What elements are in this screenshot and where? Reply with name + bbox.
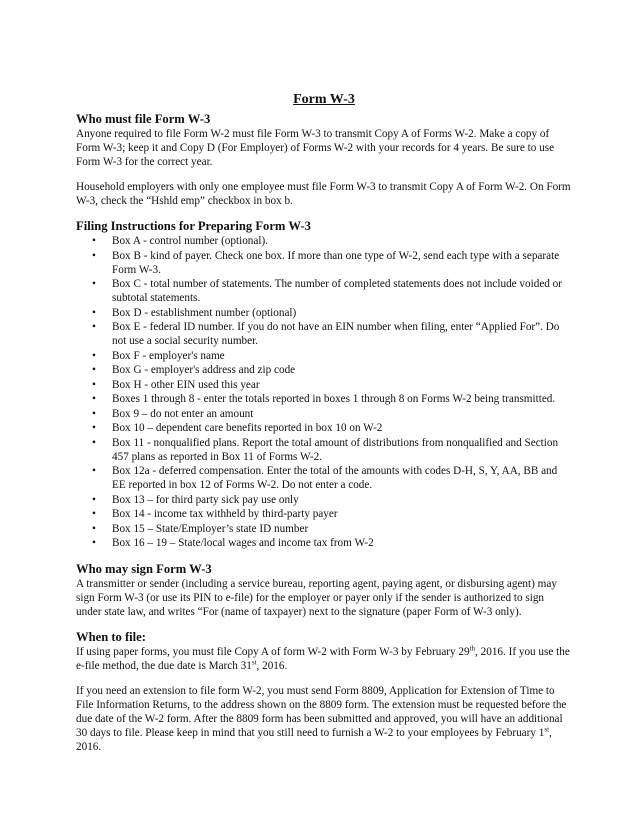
instruction-item [76, 277, 572, 305]
bullet-icon: • [92, 235, 96, 247]
instruction-item [76, 249, 572, 277]
instruction-text: Box 12a - deferred compensation. Enter the total of the amounts with codes D-H, S, Y, AA, BB and EE reported in box 12 of Forms W-2. Do not enter a code. [112, 465, 558, 491]
bullet-icon: • [92, 349, 96, 362]
instruction-item [76, 378, 572, 392]
instruction-item [76, 436, 572, 464]
bullet-icon: • [92, 378, 96, 391]
instruction-text: Box 9 – do not enter an amount [112, 407, 254, 420]
page-title: Form W-3 [293, 92, 355, 107]
bullet-icon: • [92, 364, 96, 376]
instruction-item [76, 421, 572, 435]
instruction-text: Box 15 – State/Employer’s state ID number [112, 522, 309, 535]
when-to-file-paragraph-1: If using paper forms, you must file Copy A of form W-2 with Form W-3 by February 29th, 2016. If you use the e-file method, the due date is March 31st, 2016. [76, 643, 570, 672]
instruction-text: Box 14 - income tax withheld by third-party payer [112, 508, 338, 520]
instruction-text: Box G - employer's address and zip code [112, 364, 296, 376]
when-to-file-heading: When to file: [76, 629, 146, 644]
who-must-file-paragraph-2: Household employers with only one employee must file Form W-3 to transmit Copy A of Form W-2. On Form W-3, check the “Hshld emp” checkbox in box b. [76, 181, 571, 207]
instruction-item [76, 234, 572, 248]
bullet-icon: • [92, 465, 96, 477]
bullet-icon: • [92, 407, 96, 420]
instruction-text: Boxes 1 through 8 - enter the totals reported in boxes 1 through 8 on Forms W-2 being transmitted. [112, 393, 556, 405]
bullet-icon: • [92, 493, 96, 506]
who-may-sign-heading: Who may sign Form W-3 [76, 561, 212, 576]
instruction-item [76, 392, 572, 406]
instruction-text: Box 13 – for third party sick pay use only [112, 493, 299, 506]
instruction-text: Box 16 – 19 – State/local wages and income tax from W-2 [112, 537, 374, 549]
bullet-icon: • [92, 436, 96, 449]
bullet-icon: • [92, 249, 96, 262]
bullet-icon: • [92, 278, 96, 290]
document-page [76, 92, 572, 754]
who-may-sign-paragraph: A transmitter or sender (including a service bureau, reporting agent, paying agent, or disbursing agent) may sign Form W-3 (or use its PIN to e-file) for the employer or payer only if the sender is authorized to sign under state law, and writes “For (name of taxpayer) next to the signature (paper Form of W-3 only). [76, 577, 557, 618]
bullet-icon: • [92, 508, 96, 520]
instruction-text: Box D - establishment number (optional) [112, 306, 297, 319]
instruction-text: Box 11 - nonqualified plans. Report the total amount of distributions from nonqualified and Section 457 plans as reported in Box 11 of Forms W-2. [112, 436, 559, 463]
when-to-file-paragraph-2: If you need an extension to file form W-2, you must send Form 8809, Application for Extension of Time to File Information Returns, to the address shown on the 8809 form. The extension must be requested before the due date of the W-2 form. After the 8809 form has been submitted and approved, you will have an additional 30 days to file. Please keep in mind that you still need to furnish a W-2 to your employees by February 1st, 2016. [76, 684, 567, 753]
bullet-icon: • [92, 306, 96, 319]
instruction-text: Box 10 – dependent care benefits reported in box 10 on W-2 [112, 422, 383, 434]
instruction-item [76, 522, 572, 536]
instruction-text: Box F - employer's name [112, 349, 225, 362]
instruction-text: Box A - control number (optional). [112, 235, 268, 247]
bullet-icon: • [92, 393, 96, 405]
instruction-text: Box C - total number of statements. The number of completed statements does not include voided or subtotal statements. [112, 278, 562, 304]
instruction-item [76, 407, 572, 421]
instruction-text: Box E - federal ID number. If you do not have an EIN number when filing, enter “Applied For”. Do not use a social security number. [112, 321, 560, 347]
instruction-item [76, 493, 572, 507]
instruction-item [76, 536, 572, 550]
instruction-text: Box B - kind of payer. Check one box. If more than one type of W-2, send each type with a separate Form W-3. [112, 249, 560, 276]
bullet-icon: • [92, 537, 96, 549]
bullet-icon: • [92, 522, 96, 535]
instruction-item [76, 320, 572, 348]
instruction-item [76, 507, 572, 521]
bullet-icon: • [92, 422, 96, 434]
instruction-item [76, 363, 572, 377]
who-must-file-paragraph-1: Anyone required to file Form W-2 must file Form W-3 to transmit Copy A of Forms W-2. Make a copy of Form W-3; keep it and Copy D (For Employer) of Forms W-2 with your records for 4 years. Be sure to use Form W-3 for the correct year. [76, 128, 555, 168]
filing-instructions-heading: Filing Instructions for Preparing Form W-3 [76, 219, 311, 233]
filing-instructions-list [76, 234, 572, 550]
instruction-item [76, 464, 572, 492]
bullet-icon: • [92, 321, 96, 333]
instruction-item [76, 306, 572, 320]
instruction-item [76, 349, 572, 363]
who-must-file-heading: Who must file Form W-3 [76, 112, 211, 126]
instruction-text: Box H - other EIN used this year [112, 378, 260, 391]
